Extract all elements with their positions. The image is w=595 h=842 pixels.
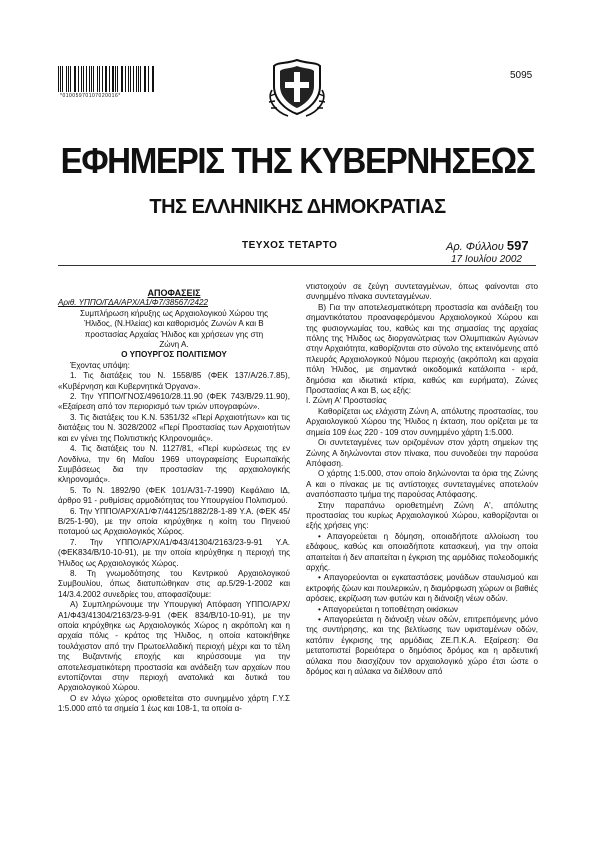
coat-of-arms-emblem — [268, 56, 326, 118]
right-paragraph-4: Οι συντεταγμένες των οριζομένων στον χάρτη σημείων της Ζώνης Α δηλώνονται στον πίνακα, που συνοδεύει την παρούσα Απόφαση. — [306, 438, 538, 468]
header-divider — [58, 265, 536, 266]
bullet-3: • Απαγορεύεται η τοποθέτηση οικίσκων — [318, 604, 458, 614]
bullet-2: • Απαγορεύονται οι εγκαταστάσεις μονάδων σταυλισμού και εκτροφής ζώων και πουλερικών, η διαμόρφωση χώρων οι βαθιές αρόσεις, εκρίζωση των φυτών και η διάνοιξη νέων οδών. — [306, 573, 538, 604]
intro-text: Έχοντας υπόψη: — [70, 360, 130, 370]
paragraph-2: 2. Την ΥΠΠΟ/ΓΝΟΣ/49610/28.11.90 (ΦΕΚ 743/Β/29.11.90), «Εξαίρεση από τον περιορισμό των τριών υπογραφών». — [58, 392, 290, 412]
right-paragraph-3: Καθορίζεται ως ελάχιστη Ζώνη Α, απόλυτης προστασίας, του Αρχαιολογικού Χώρου της Ήλιδος η έκταση, που ορίζεται με τα σημεία 109 έως 220 - 109 στον συνημμένο χάρτη 1:5.000. — [306, 406, 538, 437]
barcode-number: *01005970107020016* — [60, 93, 121, 99]
paragraph-a: Α) Συμπληρώνουμε την Υπουργική Απόφαση ΥΠΠΟ/ΑΡΧ/Α1/Φ43/41304/2163/23-9-91 (ΦΕΚ 834/Β/10-10-91), με την οποία κηρύχθηκε ως Αρχαιολογικός Χώρος η ακρόπολη και η αρχαία πόλις - κράτος της Ήλιδος, η οποία κατοικήθηκε τουλάχιστον από την Πρωτοελλαδική περιοχή μέχρι και το τέλη της Βυζαντινής εποχής και κηρύσσουμε για την αποτελεσματικότερη προστασία και ανάδειξη των αρχαίων που εντοπίζονται στην περιοχή ανατολικά και δυτικά του Αρχαιολογικού Χώρου. — [58, 600, 290, 693]
paragraph-4: 4. Τις διατάξεις του Ν. 1127/81, «Περί κυρώσεως της εν Λονδίνω, την 6η Μαΐου 1969 υπογραφείσης Ευρωπαϊκής Συμβάσεως δια την προστασίαν της αρχαιολογικής κληρονομιάς». — [58, 444, 290, 485]
sheet-label: Αρ. Φύλλου — [446, 241, 504, 253]
gazette-subtitle: ΤΗΣ ΕΛΛΗΝΙΚΗΣ ΔΗΜΟΚΡΑΤΙΑΣ — [149, 196, 446, 218]
right-paragraph-2: Β) Για την αποτελεσματικότερη προστασία και ανάδειξη του σημαντικότατου προαναφερόμενου Αρχαιολογικού Χώρου και της φυσιογνωμίας του, καθώς και της σημασίας της αρχαίας πόλης της Ήλιδος ως διοργανώτριας των Ολυμπιακών Αγώνων στην Αρχαιότητα, καθορίζονται στο σύνολο της εκτεινόμενης από πλευράς Αρχαιολογικού Νόμου περιοχής (ακρόπολη και αρχαία πόλη Ήλιδος, με σημαντικά οικοδομικά κατάλοιπα - ιερά, δημόσια και ιδιωτικά κτίρια, καθώς και ευρήματα), Ζώνες Προστασίας Α και Β, ως εξής: — [306, 302, 538, 396]
issue-date: 17 Ιουλίου 2002 — [451, 254, 522, 265]
paragraph-b: Ο εν λόγω χώρος οριοθετείται στο συνημμένο χάρτη Γ.Υ.Σ 1:5.000 από τα σημεία 1 έως και 108-1, τα οποία α- — [58, 693, 290, 714]
page-number: 5095 — [510, 70, 533, 81]
bullet-1: • Απαγορεύεται η δόμηση, οποιαδήποτε αλλοίωση του εδάφους, καθώς και οποιαδήποτε κατασκευή, για την οποία απαιτείται ή δεν απαιτείται η έγκριση της αρμόδιας πολεοδομικής αρχής. — [306, 531, 538, 572]
right-paragraph-1: ντιστοιχούν σε ζεύγη συντεταγμένων, όπως φαίνονται στο συνημμένο πίνακα συντεταγμένων. — [306, 282, 538, 302]
barcode — [58, 62, 156, 92]
bullet-4: • Απαγορεύεται η διάνοιξη νέων οδών, επιτρεπόμενης μόνο της συντήρησης, και της βελτίωσης των υφισταμένων οδών, κατόπιν έγκρισης της αρμόδιας ΖΕ.Π.Κ.Α. Εξαίρεση: Θα μετατοπιστεί βορειότερα ο δημόσιος δρόμος και η αρδευτική αύλακα που διασχίζουν τον αρχαιολογικό χώρο έτσι ώστε ο δρόμος και η αύλακα να διέλθουν από — [306, 615, 538, 677]
right-column — [306, 282, 538, 677]
paragraph-1: 1. Τις διατάξεις του Ν. 1558/85 (ΦΕΚ 137/Α/26.7.85), «Κυβέρνηση και Κυβερνητικά Όργανα». — [58, 371, 290, 391]
gazette-masthead: ΕΦΗΜΕΡΙΣ ΤΗΣ ΚΥΒΕΡΝΗΣΕΩΣ — [60, 140, 535, 181]
decision-reference: Αριθ. ΥΠΠΟ/ΓΔΑ/ΑΡΧ/Α1/Φ7/38567/2422 — [58, 298, 209, 308]
right-paragraph-5: Ο χάρτης 1:5.000, στον οποίο δηλώνονται τα όρια της Ζώνης Α και ο πίνακας με τις αντίστοιχες συντεταγμένες αποτελούν αναπόσπαστο τμήμα της παρούσας Απόφασης. — [306, 469, 538, 500]
issue-label: ΤΕΥΧΟΣ ΤΕΤΑΡΤΟ — [242, 240, 338, 251]
sheet-number: 597 — [506, 238, 529, 253]
right-paragraph-6: Στην παραπάνω οριοθετημένη Ζώνη Α', απόλυτης προστασίας του κυρίως Αρχαιολογικού Χώρου, καθορίζονται οι εξής χρήσεις γης: — [306, 500, 538, 531]
sheet-number-line — [446, 238, 529, 253]
zone-a-title: Ι. Ζώνη Α' Προστασίας — [306, 396, 387, 406]
decision-title: Συμπλήρωση κήρυξης ως Αρχαιολογικού Χώρου της Ήλιδος, (Ν.Ηλείας) και καθορισμός Ζωνών Α και Β προστασίας Αρχαίας Ήλιδος και χρήσεων γης στη Ζώνη Α. — [79, 308, 269, 350]
paragraph-6: 6. Την ΥΠΠΟ/ΑΡΧ/Α1/Φ7/44125/1882/28-1-89 Υ.Α. (ΦΕΚ 45/Β/25-1-90), με την οποία κηρύχθηκε η κοίτη του Πηνειού ποταμού ως Αρχαιολογικός Χώρος. — [58, 506, 290, 537]
left-column — [58, 288, 290, 715]
minister-title: Ο ΥΠΟΥΡΓΟΣ ΠΟΛΙΤΙΣΜΟΥ — [121, 350, 227, 360]
paragraph-3: 3. Τις διατάξεις του Κ.Ν. 5351/32 «Περί Αρχαιοτήτων» και τις διατάξεις του Ν. 3028/2002 «Περί Προστασίας των Αρχαιοτήτων και εν γένει της Πολιτιστικής Κληρονομιάς». — [58, 412, 290, 443]
paragraph-7: 7. Την ΥΠΠΟ/ΑΡΧ/Α1/Φ43/41304/2163/23-9-91 Υ.Α. (ΦΕΚ834/Β/10-10-91), με την οποία κηρύχθηκε η περιοχή της Ήλιδος ως Αρχαιολογικός Χώρος. — [58, 537, 290, 568]
section-title: ΑΠΟΦΑΣΕΙΣ — [147, 288, 201, 298]
paragraph-8: 8. Τη γνωμοδότησης του Κεντρικού Αρχαιολογικού Συμβουλίου, όπως διατυπώθηκαν στις αρ.5/29-1-2002 και 14/3.4.2002 συνεδρίες του, αποφασίζουμε: — [58, 568, 290, 599]
paragraph-5: 5. Το Ν. 1892/90 (ΦΕΚ 101/Α/31-7-1990) Κεφάλαιο ΙΔ, άρθρο 91 - ρυθμίσεις αρμοδιότητας του Υπουργείου Πολιτισμού. — [58, 485, 290, 506]
